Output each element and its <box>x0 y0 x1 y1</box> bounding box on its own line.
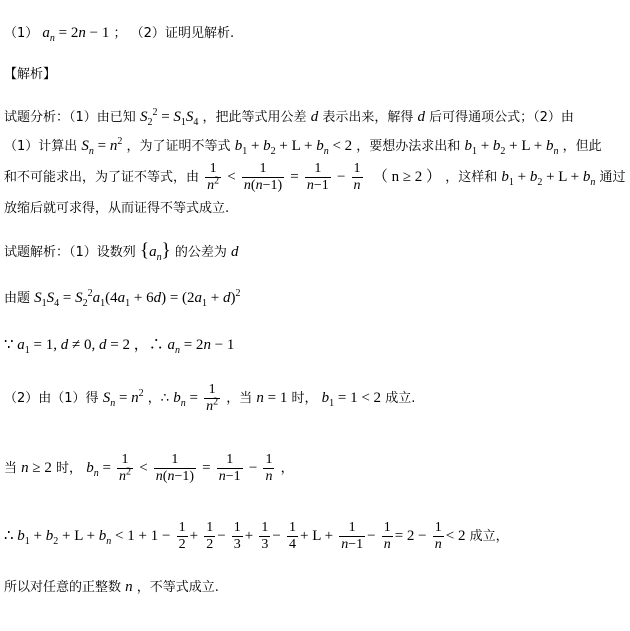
solution-l4-n1: n = 1 <box>256 390 288 406</box>
solution-l5-a: 当 <box>4 461 18 476</box>
analysis-label: 试题分析： <box>4 110 70 125</box>
solution-l1-d: d <box>230 244 239 260</box>
solution-l4-b: ，∴ <box>147 391 170 406</box>
solution-l7-a: 所以对任意的正整数 <box>4 580 122 595</box>
analysis-line-1 <box>4 108 574 127</box>
solution-line-4: （2）由（1）得 $S_n = n^2$ ，∴ $b_n$ = $\frac{1}{n^2}$ ，当 n = 1 时， $b_1 = 1 < 2$ 成立. <box>4 382 416 414</box>
frac-1-over-n: $\frac{1}{n}$ <box>353 161 361 193</box>
analysis-l2-a: （1）计算出 <box>4 139 78 154</box>
analysis-l3-cond: （ n ≥ 2 ） <box>372 169 442 185</box>
analysis-l1-e: 后可得通项公式；（2）由 <box>429 110 574 125</box>
solution-l5-c: ， <box>280 461 294 476</box>
analysis-l2-formula: $S_n = n^2$ <box>81 136 123 157</box>
frac-bn: $\frac{1}{n^2}$ <box>206 382 219 414</box>
solution-l3-formula: ∵ $a_1 = 1$, d ≠ 0, d = 2 ，∴ $a_n = 2n - 1$ <box>4 337 235 356</box>
answer-part1-formula: $a_n = 2n - 1$ <box>42 25 110 44</box>
solution-l4-a: （2）由（1）得 <box>4 391 99 406</box>
solution-line-6: ∴ $b_1 + b_2 + L + b_n < 1 + 1$ − $\frac{1}{2}$ + $\frac{1}{2}$ − $\frac{1}{3}$ + $\frac{1}{3}$ − $\frac{1}{4}$ + L + $\frac{1}{n-1}$ − $\frac{1}{n}$ = 2 − $\frac{1}{n}$ < 2 成立， <box>4 520 509 552</box>
analysis-l1-a: （1）由已知 <box>69 110 136 125</box>
analysis-l3-sum: $b_1 + b_2 + L + b_n$ <box>501 169 596 188</box>
frac-1-over-n-n-1: $\frac{1}{n(n-1)}$ <box>243 161 283 193</box>
solution-l4-d: 时， <box>291 391 318 406</box>
analysis-l1-d: d <box>310 109 319 125</box>
solution-l4-c: ，当 <box>226 391 253 406</box>
solution-line-3 <box>4 336 234 355</box>
answer-separator: ； <box>113 26 127 41</box>
frac-1-over-n2: $\frac{1}{n^2}$ <box>207 161 220 193</box>
solution-l7-b: ，不等式成立. <box>136 580 219 595</box>
analysis-l3-c: 通过 <box>599 170 626 185</box>
analysis-l2-sum: $b_1 + b_2 + L + b_n$ <box>464 138 559 157</box>
frac-1-over-n-1: $\frac{1}{n-1}$ <box>306 161 329 193</box>
solution-l1-a: （1）设数列 <box>69 245 136 260</box>
analysis-l1-formula: $S_2^2 = S_1S_4$ <box>139 107 199 128</box>
solution-l4-formula: $S_n = n^2$ <box>102 388 144 409</box>
solution-l4-e: 成立. <box>385 391 416 406</box>
solution-l1-seq: $\{a_n\}$ <box>139 240 171 263</box>
solution-line-1 <box>4 242 238 262</box>
solution-l7-n: n <box>125 579 133 595</box>
solution-l2-a: 由题 <box>4 291 31 306</box>
section-title: 【解析】 <box>4 67 57 82</box>
solution-l4-b1: $b_1 = 1 < 2$ <box>321 390 382 409</box>
answer-line <box>4 24 234 43</box>
solution-line-2 <box>4 289 241 308</box>
analysis-l2-d: ，但此 <box>562 139 602 154</box>
solution-l6-e: 成立， <box>469 529 509 544</box>
solution-l1-b: 的公差为 <box>174 245 227 260</box>
solution-l5-cond: n ≥ 2 <box>21 460 52 476</box>
answer-part2-label: （2） <box>130 26 165 41</box>
solution-line-7 <box>4 578 219 597</box>
analysis-line-4: 放缩后就可求得，从而证得不等式成立. <box>4 201 230 216</box>
analysis-l1-c: 表示出来，解得 <box>322 110 414 125</box>
analysis-line-3: 和不可能求出，为了证不等式，由 $\frac{1}{n^2}$ < $\frac{1}{n(n-1)}$ = $\frac{1}{n-1}$ − $\frac{1}{n}$ （ n ≥ 2 ） ，这样和 $b_1 + b_2 + L + b_n$ 通过 <box>4 161 626 193</box>
analysis-l3-a: 和不可能求出，为了证不等式，由 <box>4 170 200 185</box>
analysis-l2-c: ，要想办法求出和 <box>356 139 461 154</box>
analysis-l2-b: ，为了证明不等式 <box>126 139 231 154</box>
solution-l2-formula: $S_1S_4 = S_2^2a_1(4a_1 + 6d) = (2a_1 + d)^2$ <box>34 288 241 309</box>
answer-part1-label: （1） <box>4 26 39 41</box>
answer-part2-text: 证明见解析. <box>164 26 235 41</box>
analysis-l2-ineq: $b_1 + b_2 + L + b_n < 2$ <box>234 138 353 157</box>
solution-l5-b: 时， <box>56 461 83 476</box>
solution-label: 试题解析： <box>4 245 70 260</box>
analysis-l3-b: ，这样和 <box>445 170 498 185</box>
analysis-line-2 <box>4 137 602 156</box>
solution-line-5: 当 n ≥ 2 时， $b_n$ = $\frac{1}{n^2}$ < $\frac{1}{n(n-1)}$ = $\frac{1}{n-1}$ − $\frac{1}{n}$ ， <box>4 452 294 484</box>
analysis-l1-b: ，把此等式用公差 <box>202 110 307 125</box>
analysis-l1-d2: d <box>417 109 425 125</box>
